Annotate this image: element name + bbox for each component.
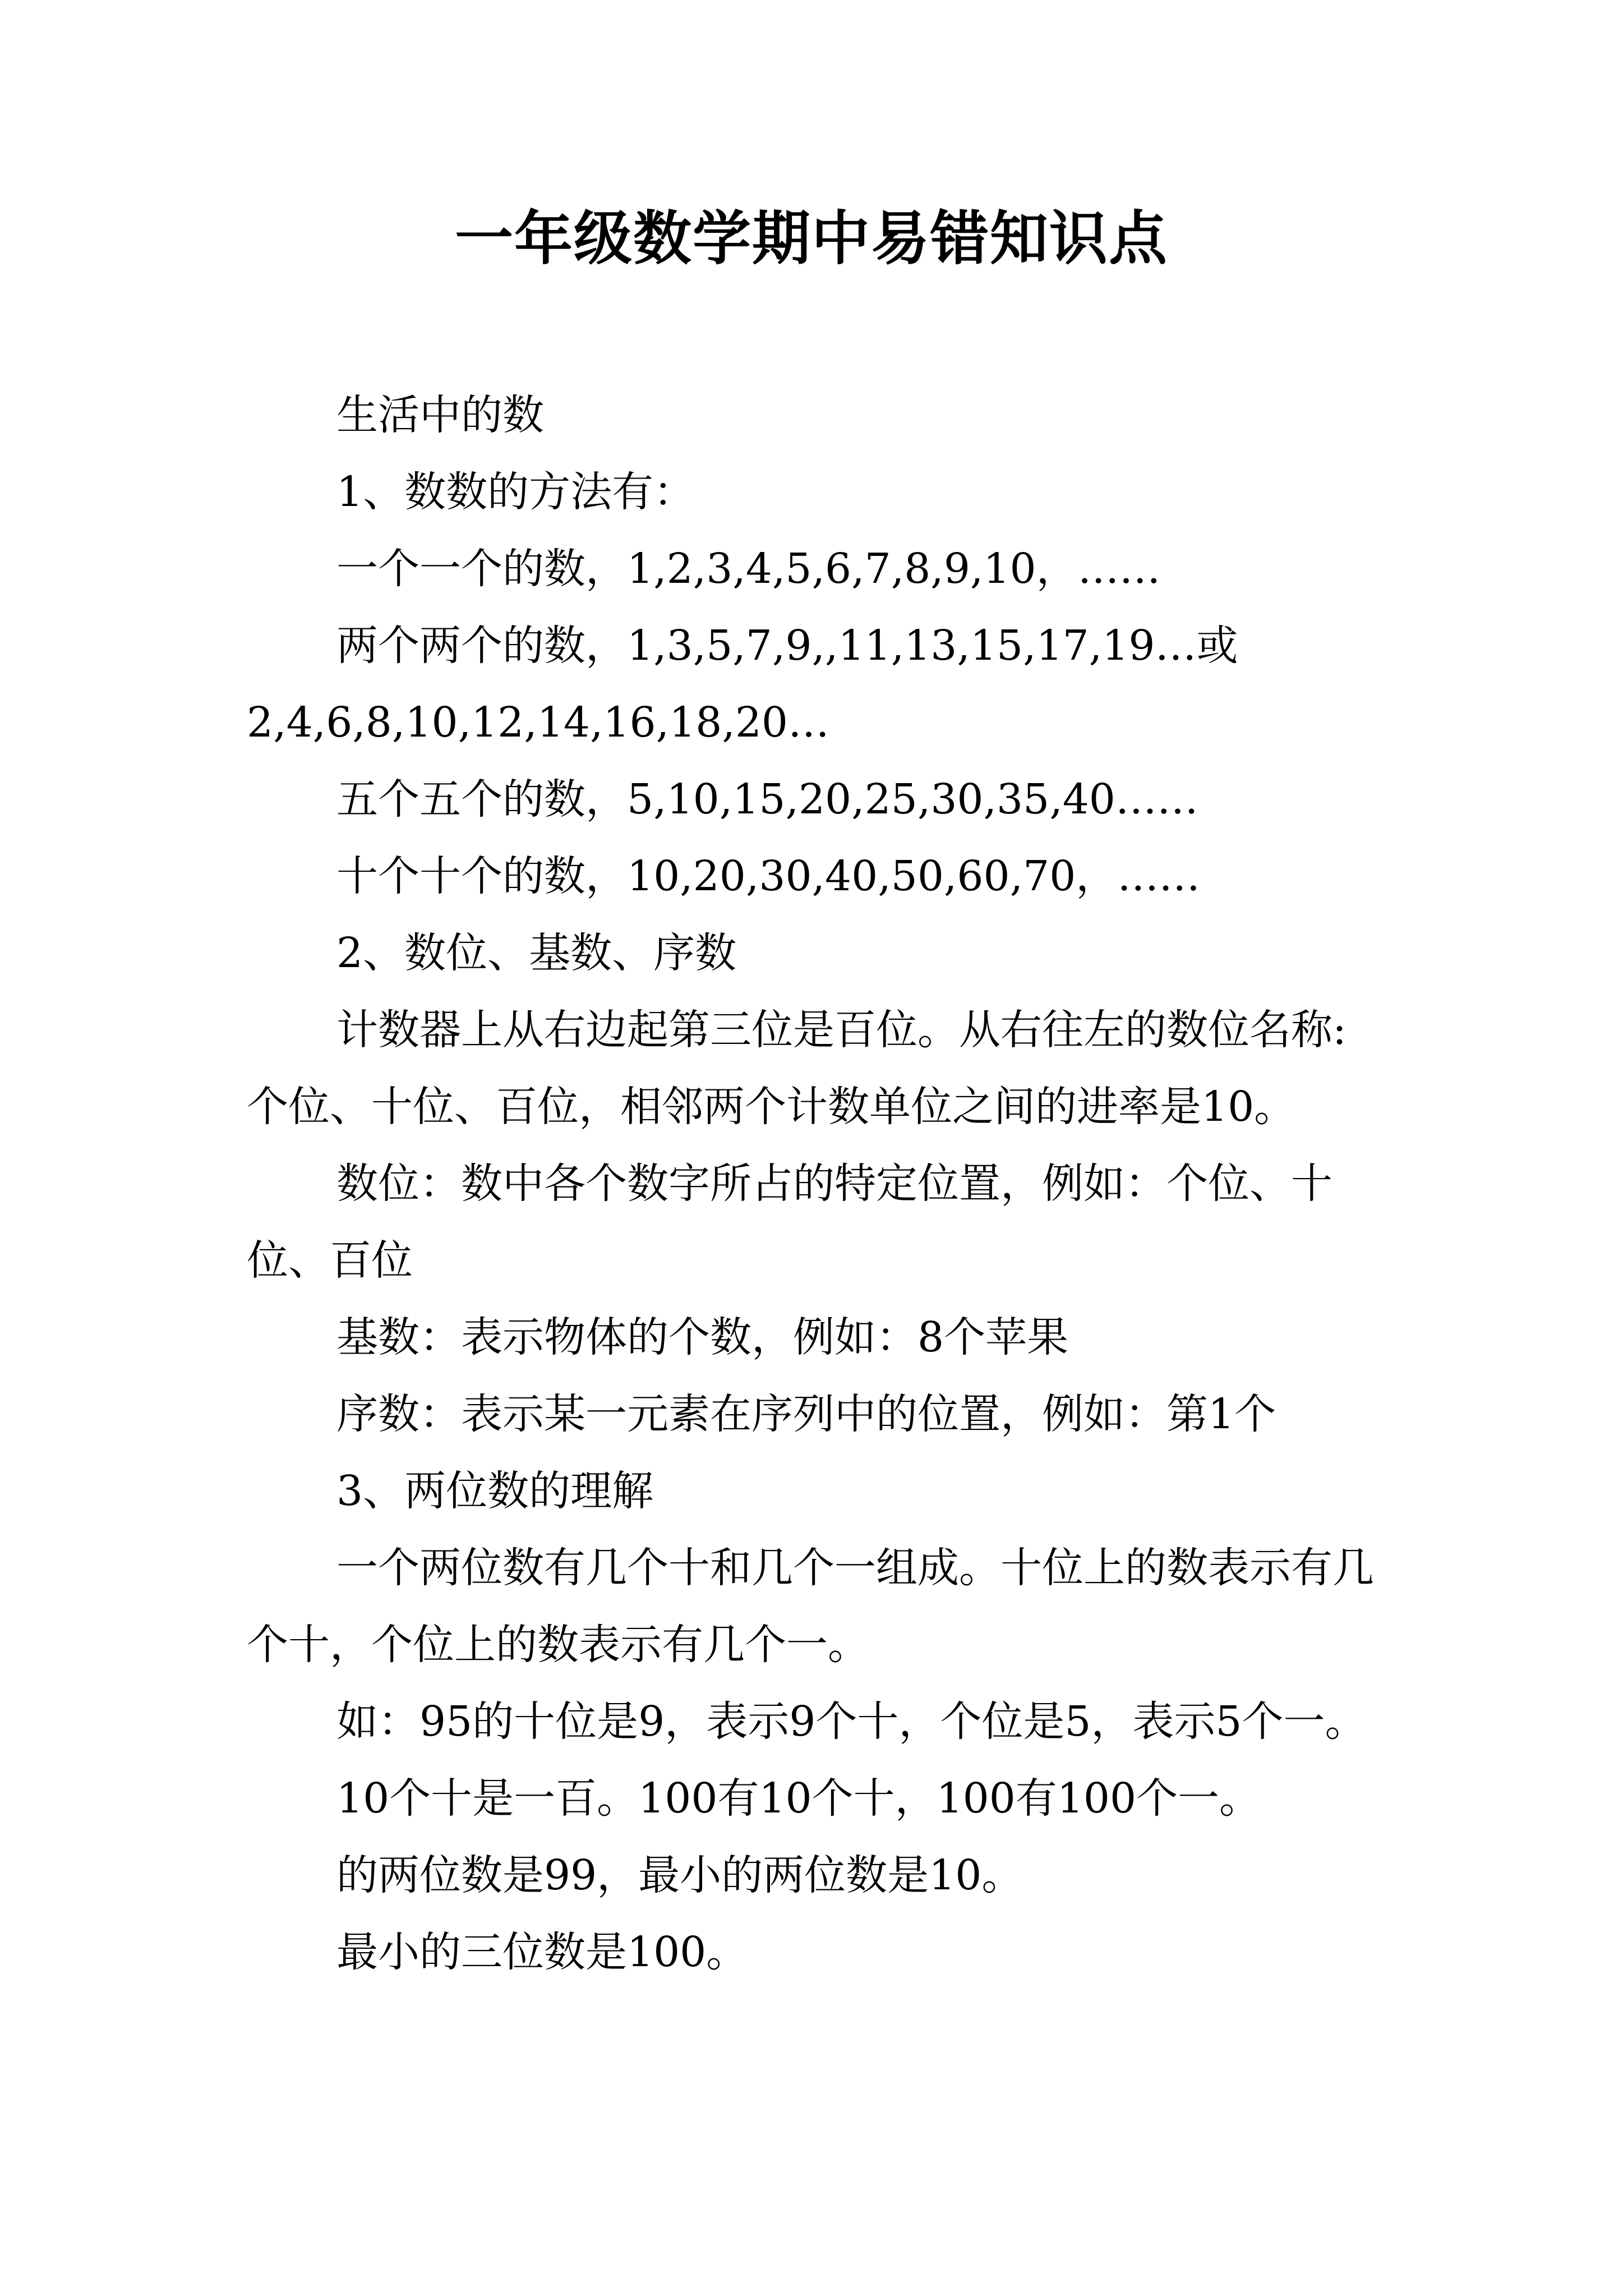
paragraph: 一个一个的数，1,2,3,4,5,6,7,8,9,10，…… (336, 545, 1161, 593)
paragraph: 计数器上从右边起第三位是百位。从右往左的数位名称:个位、十位、百位，相邻两个计数单位之间的进率是10。 (247, 1006, 1347, 1131)
paragraph: 两个两个的数，1,3,5,7,9,,11,13,15,17,19…或2,4,6,8,10,12,14,16,18,20… (247, 622, 1238, 747)
paragraph: 1、数数的方法有： (336, 468, 695, 516)
paragraph: 2、数位、基数、序数 (336, 929, 737, 977)
document-body (247, 377, 1380, 1991)
paragraph: 3、两位数的理解 (336, 1467, 654, 1515)
paragraph: 10个十是一百。100有10个十，100有100个一。 (336, 1774, 1261, 1823)
paragraph: 十个十个的数，10,20,30,40,50,60,70，…… (336, 852, 1201, 900)
paragraph: 一个两位数有几个十和几个一组成。十位上的数表示有几个十，个位上的数表示有几个一。 (247, 1544, 1374, 1669)
paragraph: 五个五个的数，5,10,15,20,25,30,35,40…… (336, 775, 1198, 823)
paragraph: 数位：数中各个数字所占的特定位置，例如：个位、十位、百位 (247, 1159, 1332, 1285)
paragraph: 基数：表示物体的个数，例如：8个苹果 (336, 1313, 1069, 1361)
paragraph: 如：95的十位是9，表示9个十，个位是5，表示5个一。 (336, 1697, 1367, 1746)
document-title: 一年级数学期中易错知识点 (454, 204, 1168, 273)
paragraph: 的两位数是99，最小的两位数是10。 (336, 1851, 1023, 1899)
paragraph: 序数：表示某一元素在序列中的位置，例如：第1个 (336, 1390, 1276, 1438)
paragraph: 最小的三位数是100。 (336, 1928, 748, 1976)
paragraph: 生活中的数 (336, 391, 544, 439)
